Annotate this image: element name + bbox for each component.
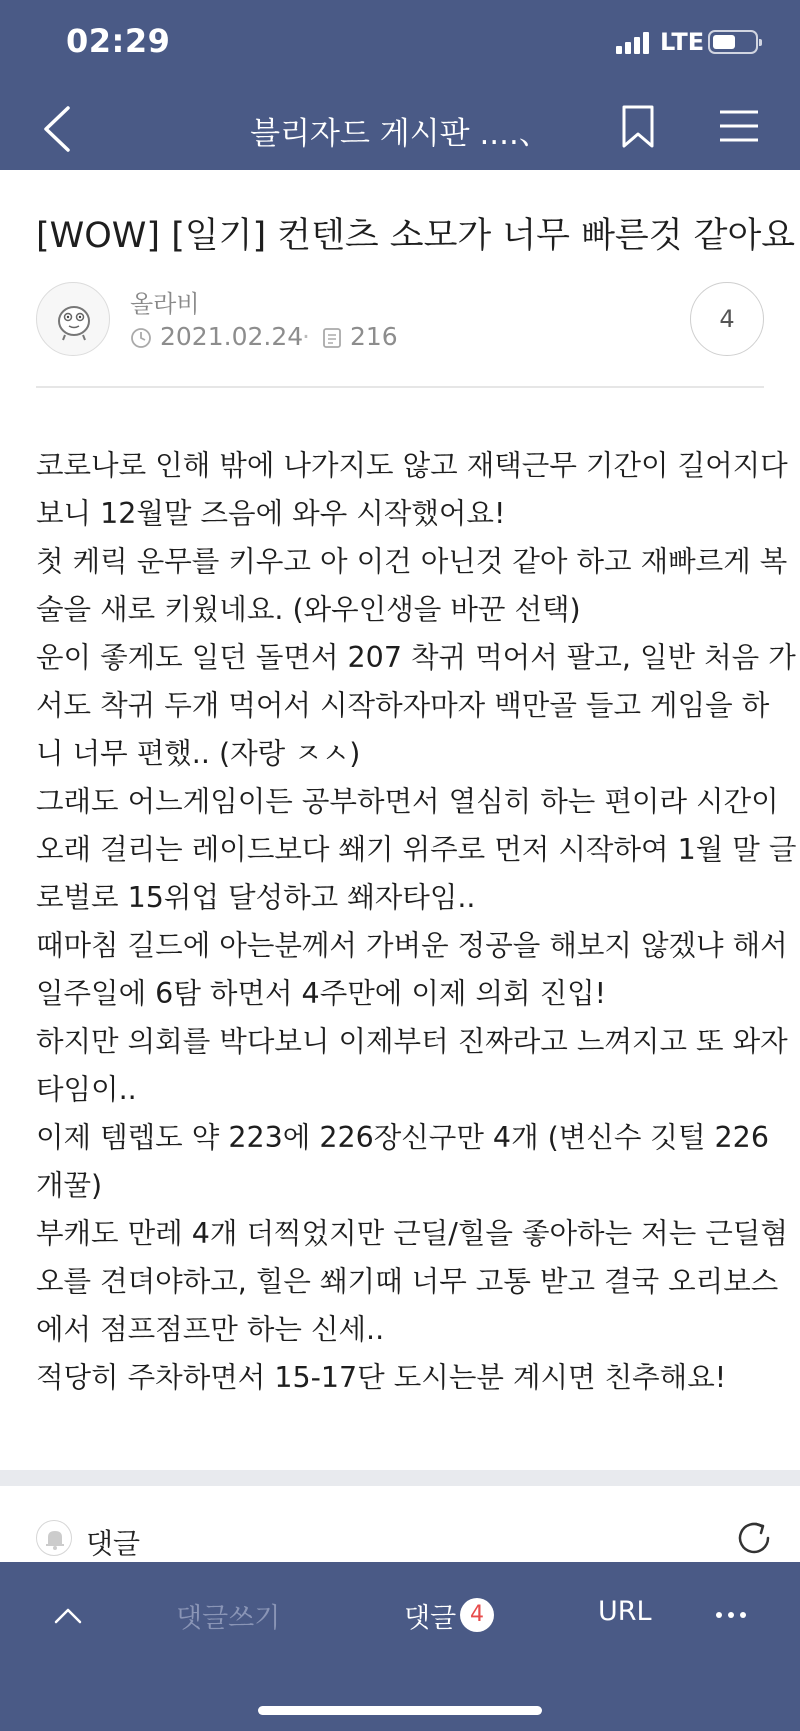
body-line: 니 너무 편했.. (자랑 ㅈㅅ) <box>36 737 361 770</box>
nav-bar <box>0 88 800 170</box>
hamburger-icon[interactable] <box>718 108 760 144</box>
section-divider <box>0 1470 800 1486</box>
body-line: 때마침 길드에 아는분께서 가벼운 정공을 해보지 않겠냐 해서 <box>36 929 788 962</box>
back-icon[interactable] <box>38 104 78 154</box>
status-bar <box>0 0 800 88</box>
network-label: LTE <box>660 28 705 56</box>
body-line: 하지만 의회를 박다보니 이제부터 진짜라고 느껴지고 또 와자 <box>36 1025 788 1058</box>
body-line: 에서 점프점프만 하는 신세.. <box>36 1313 385 1346</box>
url-button[interactable]: URL <box>598 1596 652 1627</box>
body-line: 개꿀) <box>36 1169 103 1202</box>
body-line: 타임이.. <box>36 1073 137 1106</box>
chevron-up-icon[interactable] <box>50 1600 86 1630</box>
post-body <box>36 442 797 1402</box>
avatar[interactable] <box>36 282 110 356</box>
comments-header <box>0 1486 800 1562</box>
comments-label: 댓글 <box>86 1527 141 1560</box>
document-icon <box>322 326 342 348</box>
post-date: 2021.02.24 <box>160 322 304 351</box>
body-line: 술을 새로 키웠네요. (와우인생을 바꾼 선택) <box>36 593 581 626</box>
body-line: 적당히 주차하면서 15-17단 도시는분 계시면 친추해요! <box>36 1361 727 1394</box>
divider <box>36 386 764 388</box>
body-line: 부캐도 만레 4개 더찍었지만 근딜/힐을 좋아하는 저는 근딜혐 <box>36 1217 788 1250</box>
body-line: 일주일에 6탐 하면서 4주만에 이제 의회 진입! <box>36 977 607 1010</box>
signal-icon <box>616 32 652 54</box>
view-count: 216 <box>350 322 398 351</box>
body-line: 그래도 어느게임이든 공부하면서 열심히 하는 편이라 시간이 <box>36 785 779 818</box>
body-line: 첫 케릭 운무를 키우고 아 이건 아닌것 같아 하고 재빠르게 복 <box>36 545 788 578</box>
top-header <box>0 0 800 170</box>
body-line: 코로나로 인해 밖에 나가지도 않고 재택근무 기간이 길어지다 <box>36 449 788 482</box>
bookmark-icon[interactable] <box>620 104 656 150</box>
body-line: 운이 좋게도 일던 돌면서 207 착귀 먹어서 팔고, 일반 처음 가 <box>36 641 796 674</box>
body-line: 오래 걸리는 레이드보다 쐐기 위주로 먼저 시작하여 1월 말 글 <box>36 833 797 866</box>
comments-button[interactable]: 댓글 <box>404 1603 457 1634</box>
body-line: 오를 견뎌야하고, 힐은 쐐기때 너무 고통 받고 결국 오리보스 <box>36 1265 779 1298</box>
author-name[interactable]: 올라비 <box>130 290 200 318</box>
body-line: 로벌로 15위업 달성하고 쐐자타임.. <box>36 881 476 914</box>
home-indicator <box>258 1706 542 1715</box>
more-horizontal-icon[interactable] <box>716 1612 748 1620</box>
bell-icon[interactable] <box>36 1520 72 1556</box>
nav-title: 블리자드 게시판 ....、 <box>250 116 550 152</box>
write-comment-button[interactable]: 댓글쓰기 <box>176 1603 281 1634</box>
comment-count-badge[interactable]: 4 <box>690 282 764 356</box>
post-title: [WOW] [일기] 컨텐츠 소모가 너무 빠른것 같아요 <box>36 216 796 256</box>
comments-badge: 4 <box>460 1598 494 1632</box>
status-time: 02:29 <box>66 22 171 60</box>
meta-separator: · <box>302 322 310 351</box>
clock-icon <box>130 326 152 348</box>
battery-icon <box>708 30 758 54</box>
body-line: 이제 템렙도 약 223에 226장신구만 4개 (변신수 깃털 226 <box>36 1121 769 1154</box>
body-line: 보니 12월말 즈음에 와우 시작했어요! <box>36 497 506 530</box>
refresh-icon[interactable] <box>732 1516 776 1560</box>
body-line: 서도 착귀 두개 먹어서 시작하자마자 백만골 들고 게임을 하 <box>36 689 770 722</box>
